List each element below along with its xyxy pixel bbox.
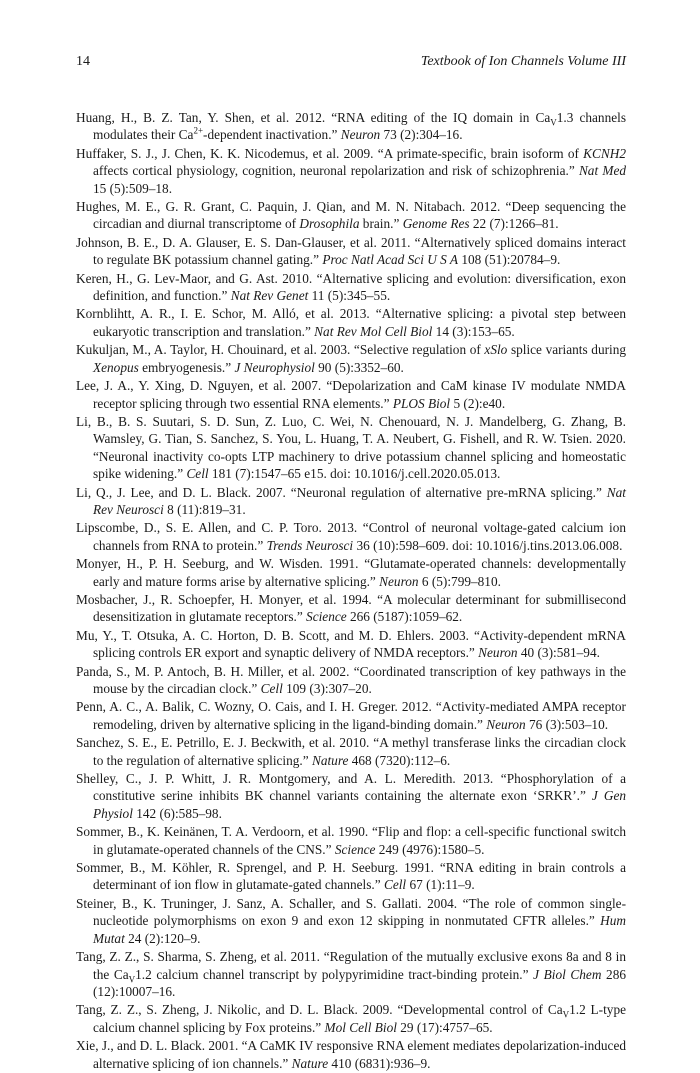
reference-entry: Huang, H., B. Z. Tan, Y. Shen, et al. 2012. “RNA editing of the IQ domain in $Ca_V1.3$ channels modulates their $Ca^{2+}$-dependent inactivation.” Neuron 73 (2):304–16. [76,110,626,143]
reference-entry: Steiner, B., K. Truninger, J. Sanz, A. Schaller, and S. Gallati. 2004. “The role of common single-nucleotide polymorphisms on exon 9 and exon 12 skipping in nonmutated CFTR alleles.” Hum Mutat 24 (2):120–9. [76,895,626,946]
reference-entry: Penn, A. C., A. Balik, C. Wozny, O. Cais, and I. H. Greger. 2012. “Activity-mediated AMPA receptor remodeling, driven by alternative splicing in the ligand-binding domain.” Neuron 76 (3):503–10. [76,699,626,732]
reference-entry: Tang, Z. Z., S. Sharma, S. Zheng, et al. 2011. “Regulation of the mutually exclusive exons 8a and 8 in the $Ca_V1.2$ calcium channel transcript by polypyrimidine tract-binding protein.” J Biol Chem 286 (12):10007–16. [76,949,626,999]
reference-entry: Li, Q., J. Lee, and D. L. Black. 2007. “Neuronal regulation of alternative pre-mRNA splicing.” Nat Rev Neurosci 8 (11):819–31. [76,484,626,517]
reference-entry: Johnson, B. E., D. A. Glauser, E. S. Dan-Glauser, et al. 2011. “Alternatively spliced domains interact to regulate BK potassium channel gating.” Proc Natl Acad Sci U S A 108 (51):20784–9. [76,234,626,268]
reference-entry: Hughes, M. E., G. R. Grant, C. Paquin, J. Qian, and M. N. Nitabach. 2012. “Deep sequencing the circadian and diurnal transcriptome of Drosophila brain.” Genome Res 22 (7):1266–81. [76,199,626,232]
reference-entry: Keren, H., G. Lev-Maor, and G. Ast. 2010. “Alternative splicing and evolution: diversification, exon definition, and function.” Nat Rev Genet 11 (5):345–55. [76,270,626,304]
running-title: Textbook of Ion Channels Volume III [420,54,626,69]
reference-entry: Kukuljan, M., A. Taylor, H. Chouinard, et al. 2003. “Selective regulation of xSlo splice variants during Xenopus embryogenesis.” J Neurophysiol 90 (5):3352–60. [76,342,627,375]
reference-entry: Li, B., B. S. Suutari, S. D. Sun, Z. Luo, C. Wei, N. Chenouard, N. J. Mandelberg, G. Zhang, B. Wamsley, G. Tian, S. Sanchez, S. You, L. Huang, T. A. Neubert, G. Fishell, and R. W. Tsien. 2020. “Neuronal inactivity co-opts LTP machinery to drive potassium channel splicing and homeostatic spike widening.” Cell 181 (7):1547–65 e15. doi: 10.1016/j.cell.2020.05.013. [76,413,626,482]
reference-entry: Sommer, B., M. Köhler, R. Sprengel, and P. H. Seeburg. 1991. “RNA editing in brain controls a determinant of ion flow in glutamate-gated channels.” Cell 67 (1):11–9. [76,860,626,893]
reference-entry: Mu, Y., T. Otsuka, A. C. Horton, D. B. Scott, and M. D. Ehlers. 2003. “Activity-dependent mRNA splicing controls ER export and synaptic delivery of NMDA receptors.” Neuron 40 (3):581–94. [76,627,626,661]
reference-entry: Lipscombe, D., S. E. Allen, and C. P. Toro. 2013. “Control of neuronal voltage-gated calcium ion channels from RNA to protein.” Trends Neurosci 36 (10):598–609. doi: 10.1016/j.tins.2013.06.008. [76,520,626,553]
reference-entry: Sommer, B., K. Keinänen, T. A. Verdoorn, et al. 1990. “Flip and flop: a cell-specific functional switch in glutamate-operated channels of the CNS.” Science 249 (4976):1580–5. [76,824,626,857]
reference-entry: Xie, J., and D. L. Black. 2001. “A CaMK IV responsive RNA element mediates depolarization-induced alternative splicing of ion channels.” Nature 410 (6831):936–9. [76,1038,626,1071]
reference-list [76,109,626,1073]
reference-entry: Tang, Z. Z., S. Zheng, J. Nikolic, and D. L. Black. 2009. “Developmental control of $Ca_V1.2$ L-type calcium channel splicing by Fox proteins.” Mol Cell Biol 29 (17):4757–65. [76,1002,626,1035]
reference-entry: Huffaker, S. J., J. Chen, K. K. Nicodemus, et al. 2009. “A primate-specific, brain isoform of KCNH2 affects cortical physiology, cognition, neuronal repolarization and risk of schizophrenia.” Nat Med 15 (5):509–18. [76,145,626,196]
reference-entry: Panda, S., M. P. Antoch, B. H. Miller, et al. 2002. “Coordinated transcription of key pathways in the mouse by the circadian clock.” Cell 109 (3):307–20. [76,663,626,696]
reference-entry: Mosbacher, J., R. Schoepfer, H. Monyer, et al. 1994. “A molecular determinant for submillisecond desensitization in glutamate receptors.” Science 266 (5187):1059–62. [76,591,626,625]
reference-entry: Lee, J. A., Y. Xing, D. Nguyen, et al. 2007. “Depolarization and CaM kinase IV modulate NMDA receptor splicing through two essential RNA elements.” PLOS Biol 5 (2):e40. [76,378,626,411]
reference-entry: Sanchez, S. E., E. Petrillo, E. J. Beckwith, et al. 2010. “A methyl transferase links the circadian clock to the regulation of alternative splicing.” Nature 468 (7320):112–6. [76,735,626,768]
reference-entry: Shelley, C., J. P. Whitt, J. R. Montgomery, and A. L. Meredith. 2013. “Phosphorylation of a constitutive serine inhibits BK channel variants containing the alternate exon ‘SRKR’.” J Gen Physiol 142 (6):585–98. [76,771,626,821]
page-header [76,54,626,74]
page-number: 14 [76,54,90,69]
reference-entry: Monyer, H., P. H. Seeburg, and W. Wisden. 1991. “Glutamate-operated channels: developmentally early and mature forms arise by alternative splicing.” Neuron 6 (5):799–810. [76,556,626,589]
reference-entry: Kornblihtt, A. R., I. E. Schor, M. Alló, et al. 2013. “Alternative splicing: a pivotal step between eukaryotic transcription and translation.” Nat Rev Mol Cell Biol 14 (3):153–65. [76,306,626,339]
